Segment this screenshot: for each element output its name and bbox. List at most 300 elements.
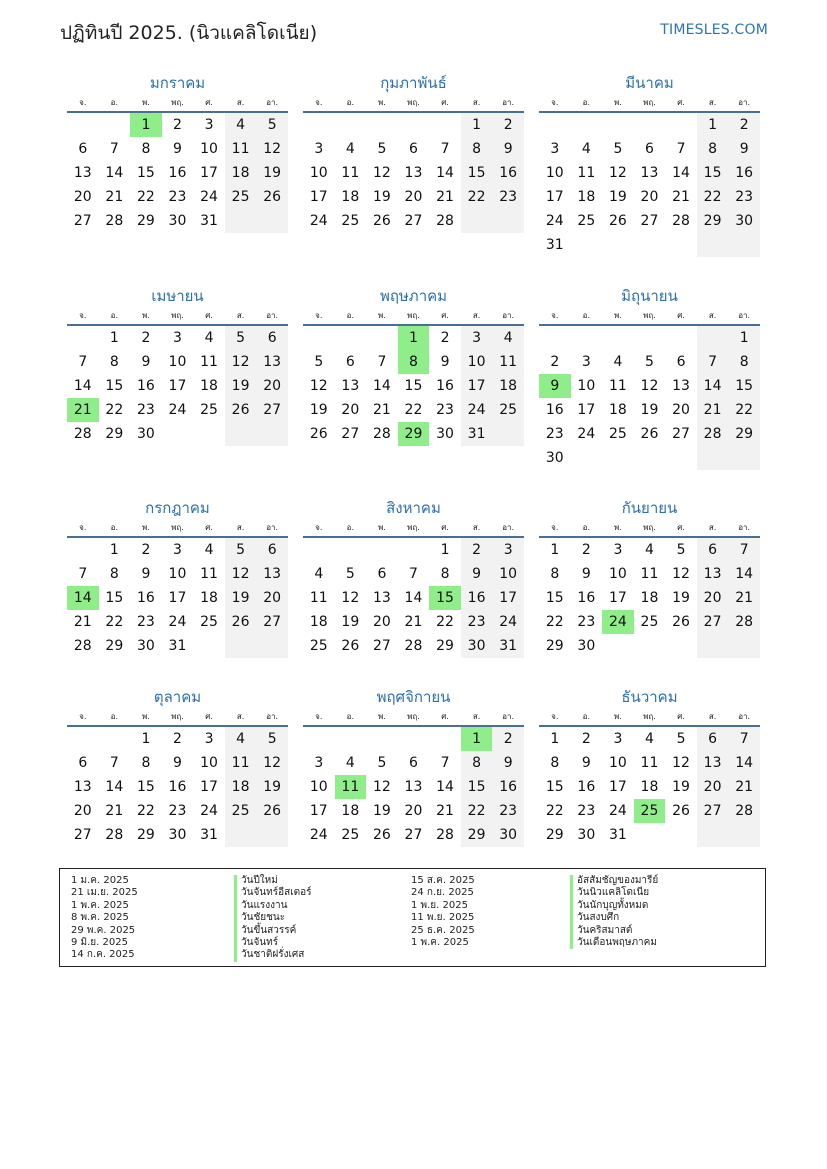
day-cell: 24 (200, 189, 218, 205)
day-cell: 22 (436, 614, 454, 630)
day-grid (67, 113, 288, 233)
empty-cell (697, 326, 729, 350)
month-block (303, 73, 524, 233)
weekday-header (67, 310, 288, 326)
weekday-label: อา. (266, 98, 279, 107)
month-name: พฤษภาคม (379, 287, 448, 305)
day-cell: 5 (377, 755, 387, 771)
day-cell: 19 (372, 189, 391, 205)
legend-entry: วันเดือนพฤษภาคม (570, 937, 658, 949)
day-cell: 10 (577, 378, 596, 394)
month-name: สิงหาคม (386, 499, 441, 517)
day-cell: 29 (728, 422, 760, 446)
day-cell: 14 (105, 165, 124, 181)
empty-cell (162, 422, 194, 446)
day-cell: 7 (728, 727, 760, 751)
day-cell: 27 (372, 638, 391, 654)
day-cell: 22 (404, 402, 423, 418)
month-name: กันยายน (621, 499, 678, 517)
legend-entry: 14 ก.ค. 2025 (71, 949, 135, 961)
holiday-cell: 25 (634, 799, 666, 823)
weekday-header (303, 310, 524, 326)
weekday-label: จ. (315, 523, 323, 532)
day-cell: 24 (577, 426, 596, 442)
day-cell: 19 (225, 374, 257, 398)
month-block (303, 286, 524, 446)
day-cell: 18 (492, 374, 524, 398)
day-cell: 24 (608, 803, 627, 819)
day-cell: 3 (550, 141, 560, 157)
day-cell: 23 (728, 185, 760, 209)
holiday-cell: 15 (429, 586, 461, 610)
day-cell: 9 (173, 141, 182, 157)
weekday-label: พฤ. (407, 523, 420, 532)
day-cell: 17 (608, 590, 627, 606)
holiday-cell: 29 (398, 422, 430, 446)
day-cell: 26 (640, 426, 659, 442)
day-cell: 3 (173, 330, 182, 346)
weekday-header (67, 522, 288, 538)
weekday-label: อา. (266, 523, 279, 532)
weekday-header (303, 522, 524, 538)
day-cell: 8 (550, 566, 560, 582)
weekday-label: พ. (141, 311, 150, 320)
weekday-label: ศ. (677, 311, 685, 320)
empty-cell (193, 634, 225, 658)
weekday-label: พ. (377, 712, 386, 721)
day-cell: 4 (204, 330, 214, 346)
legend-entry: วันแรงงาน (234, 900, 312, 912)
legend-entry: วันนิวแคลิโดเนีย (570, 887, 658, 899)
day-cell: 21 (697, 398, 729, 422)
legend-names-col2 (570, 875, 658, 949)
month-name: ตุลาคม (153, 688, 202, 706)
holiday-cell: 9 (539, 374, 571, 398)
weekday-header (539, 97, 760, 113)
day-cell: 5 (676, 731, 686, 747)
day-cell: 15 (697, 161, 729, 185)
day-cell: 27 (73, 213, 92, 229)
day-cell: 6 (78, 755, 88, 771)
empty-cell (398, 113, 430, 137)
day-cell: 23 (461, 610, 493, 634)
day-cell: 13 (372, 590, 391, 606)
day-cell: 30 (136, 426, 155, 442)
day-cell: 6 (256, 326, 288, 350)
holiday-legend (59, 868, 766, 967)
day-cell: 25 (640, 614, 659, 630)
day-cell: 27 (256, 610, 288, 634)
day-cell: 18 (341, 189, 360, 205)
day-cell: 8 (109, 566, 119, 582)
day-cell: 20 (341, 402, 360, 418)
day-cell: 28 (372, 426, 391, 442)
day-cell: 13 (672, 378, 690, 394)
day-cell: 10 (545, 165, 564, 181)
weekday-label: ส. (236, 311, 245, 320)
empty-cell (602, 113, 634, 137)
empty-cell (225, 422, 257, 446)
empty-cell (665, 326, 697, 350)
empty-cell (728, 446, 760, 470)
day-cell: 21 (105, 189, 124, 205)
day-cell: 28 (697, 422, 729, 446)
day-cell: 22 (461, 185, 493, 209)
weekday-label: ศ. (441, 523, 449, 532)
legend-entry: วันขึ้นสวรรค์ (234, 925, 312, 937)
day-cell: 11 (225, 751, 257, 775)
day-cell: 10 (608, 755, 627, 771)
weekday-label: พฤ. (643, 311, 656, 320)
day-cell: 18 (200, 590, 218, 606)
day-cell: 23 (545, 426, 564, 442)
day-cell: 22 (697, 185, 729, 209)
day-cell: 6 (256, 538, 288, 562)
day-cell: 11 (608, 378, 627, 394)
day-cell: 13 (73, 779, 92, 795)
day-cell: 7 (440, 755, 450, 771)
day-cell: 17 (545, 189, 564, 205)
day-cell: 6 (645, 141, 654, 157)
day-cell: 20 (73, 803, 92, 819)
day-cell: 1 (728, 326, 760, 350)
day-cell: 23 (492, 185, 524, 209)
day-cell: 4 (314, 566, 324, 582)
empty-cell (728, 823, 760, 847)
day-cell: 14 (73, 378, 92, 394)
empty-cell (571, 233, 603, 257)
day-cell: 28 (436, 213, 454, 229)
holiday-cell: 21 (67, 398, 99, 422)
day-cell: 12 (256, 137, 288, 161)
day-cell: 4 (613, 354, 623, 370)
day-cell: 25 (225, 799, 257, 823)
empty-cell (67, 727, 99, 751)
weekday-label: พ. (613, 311, 622, 320)
day-cell: 20 (640, 189, 659, 205)
day-cell: 13 (256, 562, 288, 586)
day-cell: 5 (613, 141, 623, 157)
day-cell: 30 (492, 823, 524, 847)
day-cell: 20 (672, 402, 690, 418)
weekday-label: พ. (613, 523, 622, 532)
day-cell: 3 (613, 542, 623, 558)
day-cell: 27 (697, 799, 729, 823)
day-cell: 5 (225, 538, 257, 562)
day-grid (303, 727, 524, 847)
day-cell: 2 (550, 354, 560, 370)
day-cell: 20 (256, 374, 288, 398)
day-cell: 11 (200, 566, 218, 582)
day-cell: 6 (377, 566, 387, 582)
empty-cell (492, 422, 524, 446)
day-cell: 9 (492, 137, 524, 161)
day-cell: 12 (309, 378, 328, 394)
empty-cell (634, 634, 666, 658)
day-grid (67, 538, 288, 658)
empty-cell (539, 326, 571, 350)
day-cell: 5 (345, 566, 355, 582)
empty-cell (335, 538, 367, 562)
weekday-label: พฤ. (171, 523, 184, 532)
day-cell: 2 (141, 330, 151, 346)
day-cell: 9 (141, 354, 151, 370)
day-cell: 28 (73, 638, 92, 654)
day-cell: 2 (492, 727, 524, 751)
month-block (539, 286, 760, 470)
day-cell: 17 (168, 590, 187, 606)
weekday-label: พ. (377, 98, 386, 107)
day-cell: 24 (309, 213, 328, 229)
day-cell: 15 (461, 161, 493, 185)
day-cell: 31 (461, 422, 493, 446)
legend-dates-col1 (71, 875, 138, 962)
empty-cell (99, 727, 131, 751)
empty-cell (225, 209, 257, 233)
day-cell: 18 (341, 803, 360, 819)
day-cell: 15 (136, 165, 155, 181)
weekday-label: พฤ. (407, 311, 420, 320)
empty-cell (366, 326, 398, 350)
month-name: กุมภาพันธ์ (380, 74, 447, 92)
day-cell: 22 (105, 402, 124, 418)
weekday-label: ส. (236, 98, 245, 107)
day-cell: 2 (461, 538, 493, 562)
day-cell: 13 (404, 779, 423, 795)
day-grid (303, 538, 524, 658)
day-cell: 14 (436, 165, 454, 181)
legend-entry: 1 พ.ค. 2025 (411, 937, 469, 949)
day-cell: 29 (697, 209, 729, 233)
day-cell: 23 (492, 799, 524, 823)
month-name: มกราคม (149, 74, 206, 92)
empty-cell (429, 727, 461, 751)
day-cell: 14 (728, 562, 760, 586)
day-cell: 11 (341, 165, 360, 181)
day-grid (539, 326, 760, 470)
weekday-label: อา. (738, 712, 751, 721)
month-block (539, 73, 760, 257)
day-cell: 13 (404, 165, 423, 181)
day-cell: 12 (608, 165, 627, 181)
empty-cell (256, 422, 288, 446)
day-cell: 13 (341, 378, 360, 394)
day-cell: 11 (200, 354, 218, 370)
day-cell: 3 (173, 542, 182, 558)
day-cell: 5 (256, 113, 288, 137)
day-grid (67, 326, 288, 446)
empty-cell (665, 233, 697, 257)
weekday-label: ศ. (441, 98, 449, 107)
day-cell: 10 (168, 566, 187, 582)
empty-cell (697, 446, 729, 470)
weekday-label: พฤ. (407, 712, 420, 721)
day-cell: 20 (372, 614, 391, 630)
day-cell: 29 (136, 213, 155, 229)
weekday-label: ส. (708, 98, 717, 107)
weekday-label: พฤ. (643, 523, 656, 532)
legend-entry: วันชาติฝรั่งเศส (234, 949, 312, 961)
weekday-label: ส. (472, 523, 481, 532)
day-cell: 27 (73, 827, 92, 843)
weekday-label: พฤ. (643, 712, 656, 721)
weekday-label: อ. (346, 98, 355, 107)
month-name: พฤศจิกายน (376, 688, 451, 706)
day-cell: 9 (492, 751, 524, 775)
weekday-label: อา. (502, 311, 515, 320)
site-logo[interactable]: TIMESLES.COM (660, 22, 768, 38)
weekday-label: จ. (315, 712, 323, 721)
day-cell: 1 (440, 542, 450, 558)
day-cell: 13 (640, 165, 659, 181)
day-cell: 7 (109, 141, 119, 157)
weekday-label: อา. (738, 311, 751, 320)
empty-cell (665, 446, 697, 470)
weekday-label: จ. (79, 712, 87, 721)
page-title: ปฏิทินปี 2025. (นิวแคลิโดเนีย) (60, 22, 318, 44)
day-cell: 9 (141, 566, 151, 582)
day-cell: 16 (168, 165, 187, 181)
weekday-label: ส. (236, 523, 245, 532)
day-cell: 22 (545, 614, 564, 630)
day-cell: 17 (461, 374, 493, 398)
weekday-label: อ. (346, 712, 355, 721)
day-cell: 27 (404, 213, 423, 229)
day-cell: 19 (225, 586, 257, 610)
day-cell: 10 (492, 562, 524, 586)
month-block (539, 498, 760, 658)
day-cell: 4 (581, 141, 591, 157)
day-cell: 31 (200, 827, 218, 843)
day-cell: 19 (256, 161, 288, 185)
empty-cell (335, 727, 367, 751)
legend-entry: 8 พ.ค. 2025 (71, 912, 129, 924)
day-cell: 18 (608, 402, 627, 418)
weekday-label: ส. (708, 523, 717, 532)
day-cell: 26 (309, 426, 328, 442)
empty-cell (225, 823, 257, 847)
day-cell: 5 (225, 326, 257, 350)
day-grid (67, 727, 288, 847)
holiday-cell: 24 (602, 610, 634, 634)
day-cell: 11 (577, 165, 596, 181)
day-cell: 23 (436, 402, 454, 418)
empty-cell (665, 823, 697, 847)
empty-cell (602, 326, 634, 350)
day-cell: 9 (440, 354, 450, 370)
weekday-label: ศ. (205, 98, 213, 107)
weekday-label: จ. (551, 98, 559, 107)
day-cell: 3 (314, 141, 324, 157)
day-cell: 30 (168, 827, 187, 843)
day-cell: 22 (461, 799, 493, 823)
empty-cell (665, 113, 697, 137)
day-cell: 15 (461, 775, 493, 799)
day-cell: 16 (436, 378, 454, 394)
day-cell: 29 (105, 426, 124, 442)
day-cell: 22 (136, 803, 155, 819)
day-cell: 2 (581, 542, 591, 558)
day-cell: 6 (409, 755, 418, 771)
legend-entry: 11 พ.ย. 2025 (411, 912, 475, 924)
day-cell: 15 (136, 779, 155, 795)
weekday-label: อา. (502, 523, 515, 532)
day-cell: 1 (550, 731, 560, 747)
day-cell: 5 (256, 727, 288, 751)
empty-cell (67, 538, 99, 562)
legend-entry: 1 พ.ค. 2025 (71, 899, 129, 911)
month-block (539, 687, 760, 847)
day-cell: 16 (136, 378, 155, 394)
day-cell: 28 (105, 827, 124, 843)
holiday-cell: 14 (67, 586, 99, 610)
month-name: ธันวาคม (621, 688, 678, 706)
day-cell: 19 (309, 402, 328, 418)
day-cell: 22 (136, 189, 155, 205)
day-cell: 19 (256, 775, 288, 799)
day-cell: 25 (200, 402, 218, 418)
day-cell: 29 (136, 827, 155, 843)
weekday-label: ศ. (677, 523, 685, 532)
day-cell: 5 (645, 354, 654, 370)
day-cell: 3 (492, 538, 524, 562)
empty-cell (67, 113, 99, 137)
day-cell: 6 (697, 538, 729, 562)
day-cell: 20 (404, 803, 423, 819)
day-cell: 19 (608, 189, 627, 205)
day-cell: 16 (136, 590, 155, 606)
empty-cell (366, 538, 398, 562)
day-cell: 14 (436, 779, 454, 795)
empty-cell (225, 634, 257, 658)
weekday-header (67, 97, 288, 113)
day-cell: 17 (168, 378, 187, 394)
day-cell: 3 (314, 755, 324, 771)
day-cell: 15 (404, 378, 423, 394)
day-cell: 26 (372, 827, 391, 843)
day-cell: 12 (640, 378, 659, 394)
day-cell: 30 (461, 634, 493, 658)
day-cell: 7 (377, 354, 387, 370)
day-cell: 13 (256, 350, 288, 374)
weekday-label: อ. (110, 712, 119, 721)
day-cell: 17 (309, 189, 328, 205)
weekday-label: พ. (613, 98, 622, 107)
day-cell: 13 (697, 562, 729, 586)
day-cell: 21 (672, 189, 690, 205)
day-cell: 16 (577, 779, 596, 795)
day-cell: 16 (492, 775, 524, 799)
weekday-label: ศ. (677, 712, 685, 721)
day-cell: 18 (577, 189, 596, 205)
day-cell: 11 (640, 566, 659, 582)
day-cell: 16 (492, 161, 524, 185)
empty-cell (697, 634, 729, 658)
holiday-cell: 1 (130, 113, 162, 137)
day-cell: 1 (697, 113, 729, 137)
weekday-header (303, 97, 524, 113)
month-name: มิถุนายน (621, 287, 678, 305)
weekday-label: ศ. (205, 311, 213, 320)
day-cell: 10 (461, 350, 493, 374)
day-cell: 7 (109, 755, 119, 771)
empty-cell (571, 446, 603, 470)
weekday-label: พฤ. (171, 311, 184, 320)
day-cell: 11 (309, 590, 328, 606)
day-cell: 20 (73, 189, 92, 205)
weekday-label: ศ. (677, 98, 685, 107)
day-cell: 1 (141, 731, 151, 747)
